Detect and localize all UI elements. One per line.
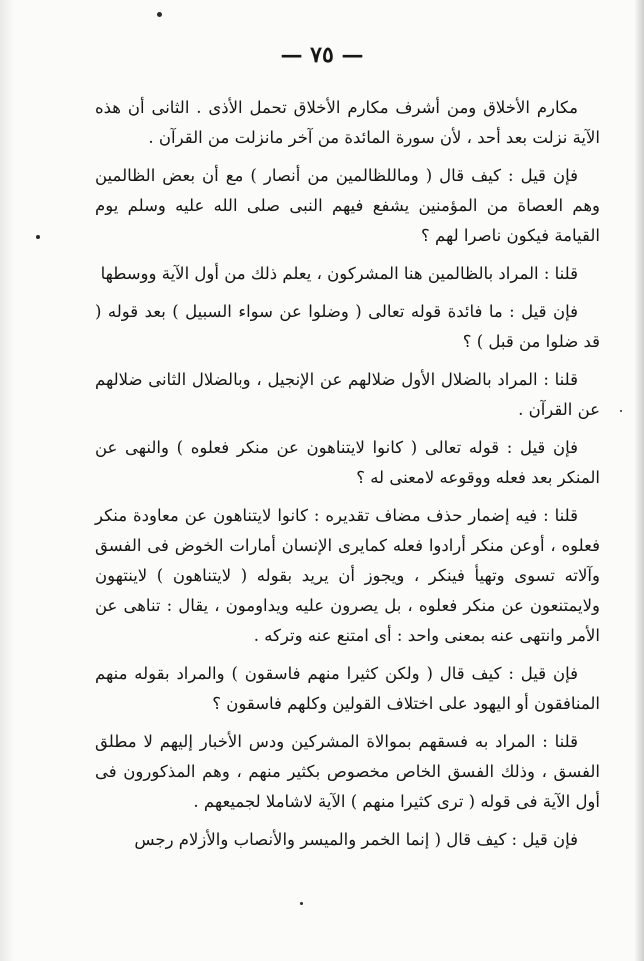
scan-speck — [620, 410, 622, 412]
paragraph: فإن قيل : قوله تعالى ( كانوا لايتناهون عن منكر فعلوه ) والنهى عن المنكر بعد فعله ووقوعه لامعنى له ؟ — [95, 438, 600, 487]
page-edge-shadow-left — [0, 0, 14, 961]
page-number: — ٧٥ — — [280, 42, 364, 68]
scan-speck — [300, 902, 303, 905]
paragraph: قلنا : المراد بالضلال الأول ضلالهم عن الإنجيل ، وبالضلال الثانى ضلالهم عن القرآن . — [95, 370, 600, 419]
scan-speck — [157, 12, 162, 17]
body-text — [95, 93, 600, 855]
page-edge-shadow-right — [634, 0, 644, 961]
paragraph: قلنا : المراد به فسقهم بموالاة المشركين ودس الأخبار إليهم لا مطلق الفسق ، وذلك الفسق الخاص مخصوص بكثير منهم ، وهم المذكورون فى أول الآية فى قوله ( ترى كثيرا منهم ) الآية لاشاملا لجميعهم . — [95, 732, 600, 811]
paragraph: فإن قيل : كيف قال ( وماللظالمين من أنصار ) مع أن بعض الظالمين وهم العصاة من المؤمنين يشفع فيهم النبى صلى الله عليه وسلم يوم القيامة فيكون ناصرا لهم ؟ — [95, 166, 600, 245]
paragraph: مكارم الأخلاق ومن أشرف مكارم الأخلاق تحمل الأذى . الثانى أن هذه الآية نزلت بعد أحد ، لأن سورة المائدة من آخر مانزلت من القرآن . — [95, 98, 600, 147]
paragraph: قلنا : المراد بالظالمين هنا المشركون ، يعلم ذلك من أول الآية ووسطها — [100, 264, 578, 283]
paragraph: فإن قيل : كيف قال ( ولكن كثيرا منهم فاسقون ) والمراد بقوله منهم المنافقون أو اليهود على اختلاف القولين وكلهم فاسقون ؟ — [95, 664, 600, 713]
paragraph: فإن قيل : كيف قال ( إنما الخمر والميسر والأنصاب والأزلام رجس — [134, 830, 578, 849]
scan-speck — [36, 235, 40, 239]
paragraph: قلنا : فيه إضمار حذف مضاف تقديره : كانوا لايتناهون عن معاودة منكر فعلوه ، أوعن منكر أرادوا فعله كمايرى الإنسان أمارات الخوض فى الفسق وآلاته تسوى وتهيأ فينكر ، ويجوز أن يريد بقوله ( لايتناهون ) لاينتهون ولايمتنعون عن منكر فعلوه ، بل يصرون عليه ويداومون ، يقال : تناهى عن الأمر وانتهى عنه بمعنى واحد : أى امتنع عنه وتركه . — [95, 506, 600, 645]
paragraph: فإن قيل : ما فائدة قوله تعالى ( وضلوا عن سواء السبيل ) بعد قوله ( قد ضلوا من قبل ) ؟ — [95, 302, 600, 351]
